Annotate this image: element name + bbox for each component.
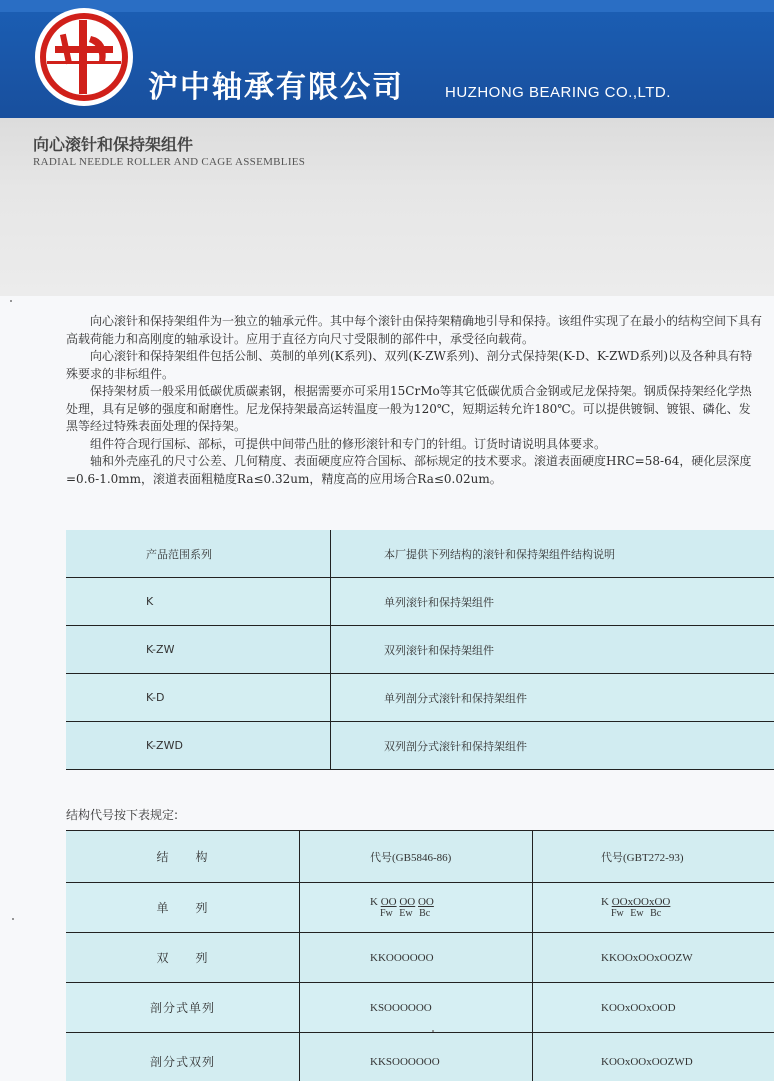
code-formula <box>601 896 670 920</box>
company-name-cn: 沪中轴承有限公司 <box>148 70 404 105</box>
table-row <box>66 883 774 933</box>
code-part: OO <box>399 895 416 908</box>
code-gb5846-cell: KKOOOOOO <box>300 933 533 982</box>
code-formula-top <box>370 896 434 908</box>
huzhong-logo-icon <box>33 6 135 108</box>
code-gbt272-cell: KOOxOOxOOZWD <box>601 1055 693 1068</box>
structure-cell: 剖分式双列 <box>66 1033 300 1081</box>
intro-paragraph-2: 向心滚针和保持架组件包括公制、英制的单列(K系列)、双列(K-ZW系列)、剖分式保持架(K-D、K-ZWD系列)以及各种具有特殊要求的非标组件。 <box>66 349 753 381</box>
structure-cell: 双 列 <box>66 933 300 982</box>
intro-paragraph-3: 保持架材质一般采用低碳优质碳素钢，根据需要亦可采用15CrMo等其它低碳优质合金钢或尼龙保持架。钢质保持架经化学热处理，具有足够的强度和耐磨性。尼龙保持架最高运转温度一般为120℃，短期运转允许180℃。可以提供镀铜、镀银、磷化、发黑等经过特殊表面处理的保持架。 <box>66 384 752 433</box>
code-part: OO <box>417 895 434 908</box>
product-range-table <box>66 530 774 770</box>
intro-text <box>66 313 762 488</box>
series-cell: K-ZW <box>66 626 331 673</box>
intro-paragraph-5: 轴和外壳座孔的尺寸公差、几何精度、表面硬度应符合国标、部标规定的技术要求。滚道表面硬度HRC=58-64，硬化层深度=0.6-1.0mm，滚道表面粗糙度Ra≤0.32um，精度高的应用场合Ra≤0.02um。 <box>66 454 752 486</box>
table-header-cell: 产品范围系列 <box>66 530 331 577</box>
table-header-row <box>66 530 774 578</box>
description-cell: 双列滚针和保持架组件 <box>384 643 494 657</box>
table-header-cell: 结 构 <box>66 831 300 882</box>
code-subscripts: Fw Ew Bc <box>380 907 431 919</box>
table-header-cell: 代号(GBT272-93) <box>601 851 684 864</box>
table-row <box>66 983 774 1033</box>
intro-paragraph-1: 向心滚针和保持架组件为一独立的轴承元件。其中每个滚针由保持架精确地引导和保持。该组件实现了在最小的结构空间下具有高载荷能力和高刚度的轴承设计。应用于直径方向尺寸受限制的部件中，承受径向载荷。 <box>66 314 763 346</box>
structure-code-table <box>66 830 774 1081</box>
code-formula <box>370 896 434 920</box>
description-cell: 单列剖分式滚针和保持架组件 <box>384 691 527 705</box>
code-part: OO <box>380 895 397 908</box>
section-title-en: RADIAL NEEDLE ROLLER AND CAGE ASSEMBLIES <box>33 156 306 168</box>
table-header-cell: 本厂提供下列结构的滚针和保持架组件结构说明 <box>384 547 615 561</box>
code-gb5846-cell: KKSOOOOOO <box>300 1033 533 1081</box>
table-header-row <box>66 831 774 883</box>
company-name-en: HUZHONG BEARING CO.,LTD. <box>445 84 671 101</box>
code-gbt272-cell: KOOxOOxOOD <box>601 1001 676 1014</box>
code-gb5846-cell <box>300 883 533 932</box>
structure-cell: 单 列 <box>66 883 300 932</box>
code-gbt272-cell: KKOOxOOxOOZW <box>601 951 693 964</box>
table-row <box>66 722 774 770</box>
description-cell: 双列剖分式滚针和保持架组件 <box>384 739 527 753</box>
code-gb5846-cell: KSOOOOOO <box>300 983 533 1032</box>
table-row <box>66 674 774 722</box>
table-row <box>66 578 774 626</box>
code-gbt272-cell <box>533 883 774 932</box>
code-part: OOxOOxOO <box>611 895 671 908</box>
table-row <box>66 626 774 674</box>
code-prefix: K <box>370 895 378 908</box>
series-cell: K-D <box>66 674 331 721</box>
structure-code-caption: 结构代号按下表规定: <box>66 808 179 822</box>
scan-speck <box>10 300 12 302</box>
series-cell: K-ZWD <box>66 722 331 769</box>
table-header-cell: 代号(GB5846-86) <box>300 831 533 882</box>
table-row <box>66 1033 774 1081</box>
table-row <box>66 933 774 983</box>
section-title-cn: 向心滚针和保持架组件 <box>33 135 194 154</box>
scan-speck <box>432 1030 434 1032</box>
description-cell: 单列滚针和保持架组件 <box>384 595 494 609</box>
structure-cell: 剖分式单列 <box>66 983 300 1032</box>
code-subscripts: Fw Ew Bc <box>611 907 662 919</box>
series-cell: K <box>66 578 331 625</box>
intro-paragraph-4: 组件符合现行国标、部标，可提供中间带凸肚的修形滚针和专门的针组。订货时请说明具体要求。 <box>90 436 607 451</box>
code-formula-top <box>601 896 670 908</box>
code-prefix: K <box>601 895 609 908</box>
scan-speck <box>12 918 14 920</box>
